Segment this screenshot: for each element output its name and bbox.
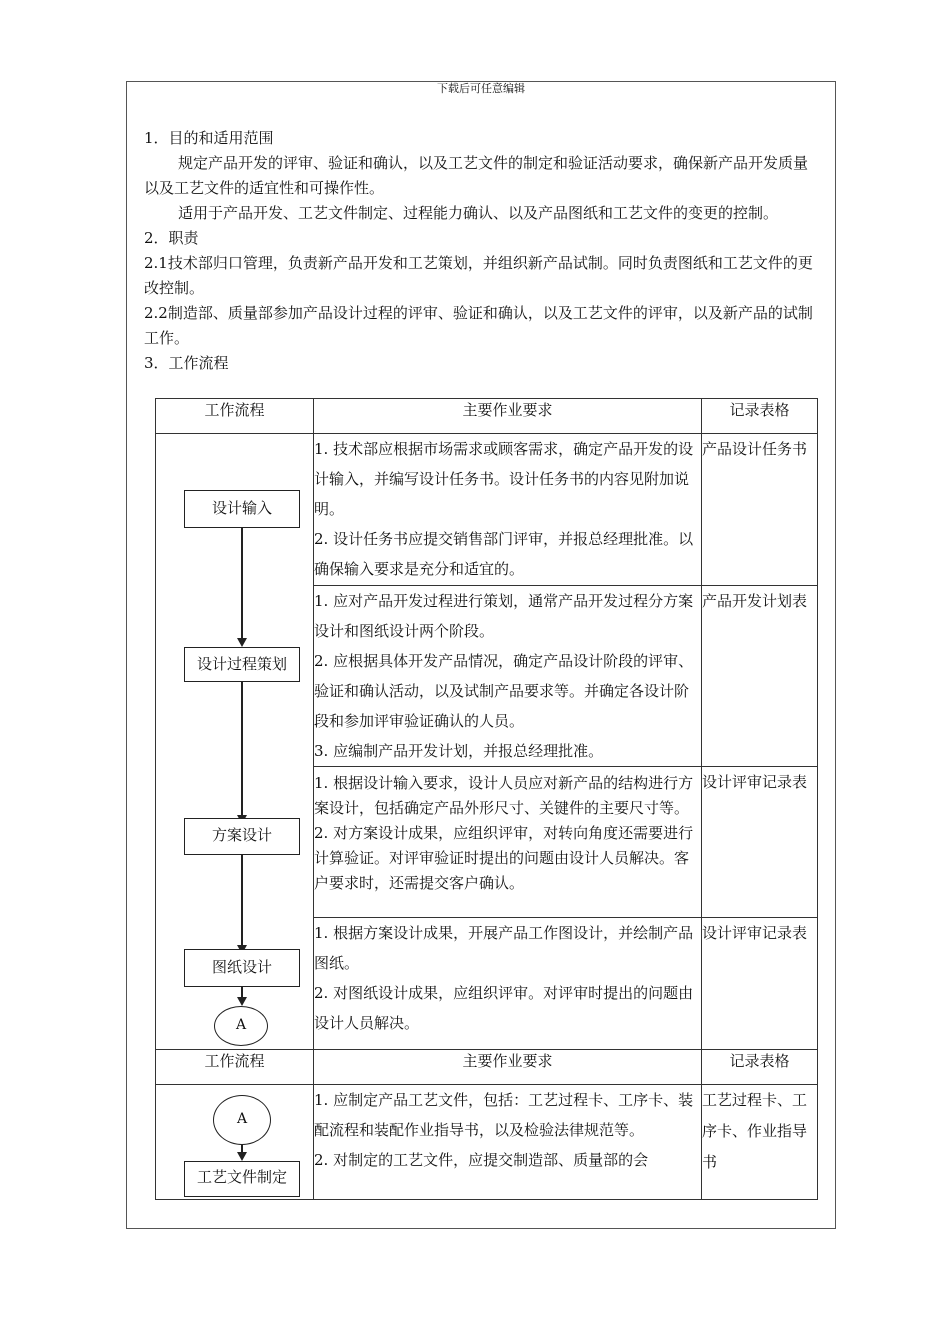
requirement-item: 2. 对图纸设计成果，应组织评审。对评审时提出的问题由设计人员解决。 [314,984,694,1032]
section-3-title: 3．工作流程 [144,354,229,372]
header-flow: 工作流程 [156,399,314,434]
header-note: 下载后可任意编辑 [437,82,525,95]
workflow-table [155,398,818,1200]
section-1-title: 1．目的和适用范围 [144,129,274,147]
header-requirements: 主要作业要求 [314,399,702,434]
header-flow: 工作流程 [156,1050,314,1085]
connector-a-circle: A [214,1006,268,1046]
section-2-title: 2．职责 [144,229,199,247]
arrow-down-icon [237,1152,247,1161]
requirement-item: 1. 技术部应根据市场需求或顾客需求，确定产品开发的设计输入，并编写设计任务书。设计任务书的内容见附加说明。 [314,440,694,518]
flowchart-cell [156,1085,314,1200]
requirements-cell [314,586,702,767]
header-records: 记录表格 [702,1050,818,1085]
record-form-cell: 设计评审记录表 [702,767,818,918]
flow-step-scheme-design: 方案设计 [184,818,300,855]
requirements-cell [314,767,702,918]
requirement-item: 3. 应编制产品开发计划，并报总经理批准。 [314,742,604,760]
header-records: 记录表格 [702,399,818,434]
arrow-down-icon [237,638,247,647]
requirement-item: 2. 设计任务书应提交销售部门评审，并报总经理批准。以确保输入要求是充分和适宜的。 [314,530,694,578]
requirement-item: 1. 根据设计输入要求，设计人员应对新产品的结构进行方案设计，包括确定产品外形尺寸、关键件的主要尺寸等。 [314,774,694,817]
flowchart-cell [156,434,314,1050]
record-form-cell: 产品设计任务书 [702,434,818,586]
section-2-item-2: 2.2制造部、质量部参加产品设计过程的评审、验证和确认，以及工艺文件的评审，以及新产品的试制工作。 [144,304,813,347]
requirement-item: 1. 根据方案设计成果，开展产品工作图设计，并绘制产品图纸。 [314,924,694,972]
connector-line [241,528,243,640]
flow-step-design-input: 设计输入 [184,490,300,528]
record-form-cell: 工艺过程卡、工序卡、作业指导书 [702,1085,818,1200]
flow-step-drawing-design: 图纸设计 [184,949,300,987]
requirement-item: 1. 应对产品开发过程进行策划，通常产品开发过程分方案设计和图纸设计两个阶段。 [314,592,694,640]
header-requirements: 主要作业要求 [314,1050,702,1085]
flow-step-process-planning: 设计过程策划 [184,647,300,682]
section-2-item-1: 2.1技术部归口管理，负责新产品开发和工艺策划，并组织新产品试制。同时负责图纸和工艺文件的更改控制。 [144,254,813,297]
record-form-cell: 产品开发计划表 [702,586,818,767]
table-row [156,1085,818,1200]
requirements-cell [314,434,702,586]
document-body [144,126,820,376]
requirement-item: 1. 应制定产品工艺文件，包括：工艺过程卡、工序卡、装配流程和装配作业指导书，以及检验法律规范等。 [314,1091,694,1139]
arrow-down-icon [237,997,247,1006]
table-row [156,434,818,586]
requirements-cell [314,918,702,1050]
connector-line [241,682,243,817]
record-form-cell: 设计评审记录表 [702,918,818,1050]
table-header-row [156,1050,818,1085]
requirements-cell [314,1085,702,1200]
flow-step-process-documents: 工艺文件制定 [184,1161,300,1197]
table-header-row [156,399,818,434]
requirement-item: 2. 对制定的工艺文件，应提交制造部、质量部的会 [314,1151,649,1169]
connector-line [241,855,243,947]
section-1-paragraph-2: 适用于产品开发、工艺文件制定、过程能力确认、以及产品图纸和工艺文件的变更的控制。 [178,204,779,222]
section-1-paragraph-1: 规定产品开发的评审、验证和确认，以及工艺文件的制定和验证活动要求，确保新产品开发质量以及工艺文件的适宜性和可操作性。 [144,154,809,197]
requirement-item: 2. 应根据具体开发产品情况，确定产品设计阶段的评审、验证和确认活动，以及试制产品要求等。并确定各设计阶段和参加评审验证确认的人员。 [314,652,694,730]
requirement-item: 2. 对方案设计成果，应组织评审，对转向角度还需要进行计算验证。对评审验证时提出的问题由设计人员解决。客户要求时，还需提交客户确认。 [314,824,694,892]
connector-a-circle: A [213,1095,271,1145]
